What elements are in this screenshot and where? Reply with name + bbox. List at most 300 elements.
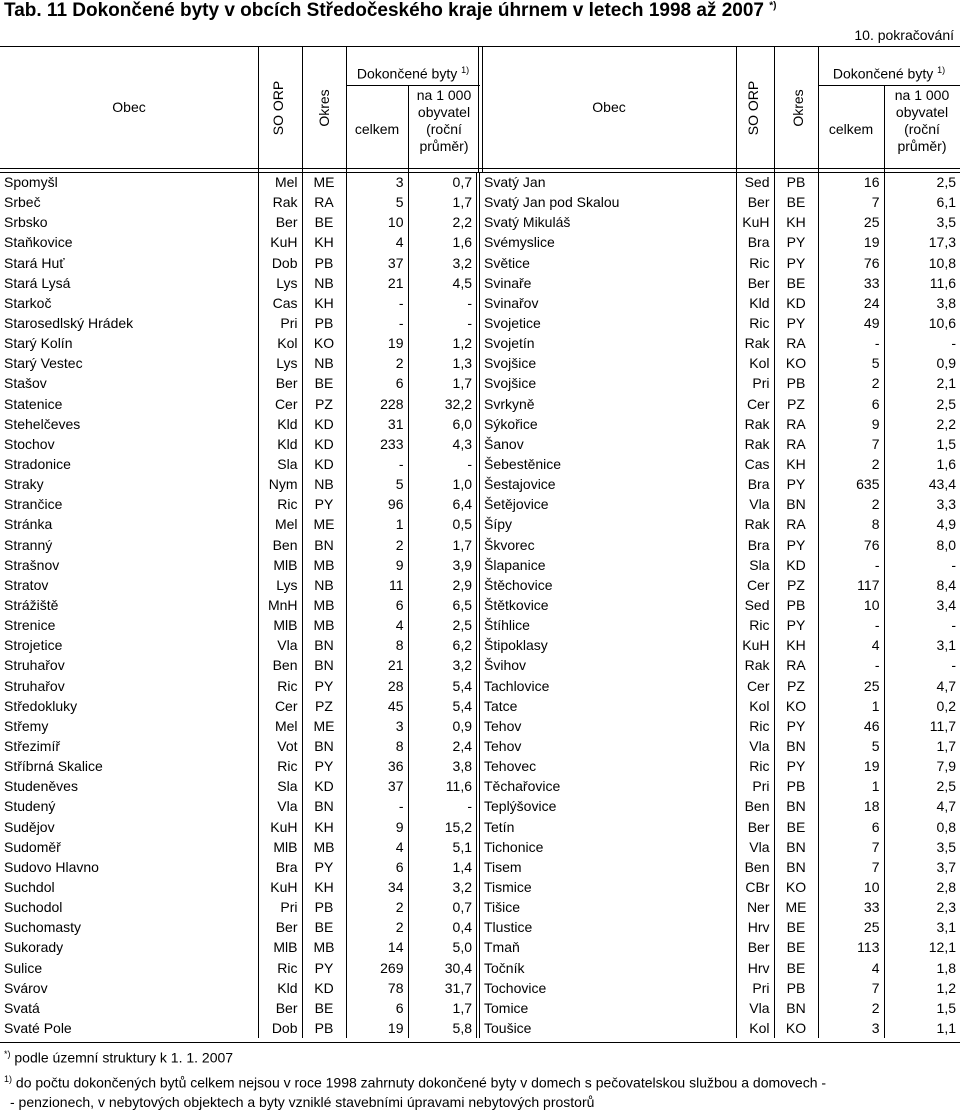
table-row [0,1018,960,1038]
cell-r-celkem: 113 [818,937,884,957]
cell-so-orp: Dob [258,253,302,273]
cell-so-orp: Dob [258,1018,302,1038]
cell-r-na-1000: 2,3 [884,897,960,917]
cell-r-okres: PY [774,313,818,333]
cell-r-okres: PB [774,172,818,192]
cell-r-celkem: 6 [818,394,884,414]
cell-r-so-orp: Ber [736,273,774,293]
cell-na-1000: 1,2 [408,333,478,353]
header-okres: Okres [316,89,332,127]
cell-so-orp: Kld [258,434,302,454]
cell-r-na-1000: 1,2 [884,978,960,998]
table-row [0,937,960,957]
cell-r-celkem: 33 [818,897,884,917]
cell-r-celkem: 2 [818,998,884,1018]
cell-celkem: 2 [346,353,408,373]
cell-r-okres: PZ [774,575,818,595]
cell-okres: ME [302,172,346,192]
cell-obec: Střezimíř [4,738,60,754]
cell-na-1000: 3,2 [408,877,478,897]
cell-r-celkem: 4 [818,635,884,655]
table-row [0,897,960,917]
footnote-2-continued: - penzionech, v nebytových objektech a byty vzniklé stavebními úpravami nebytových prostorů [10,1094,595,1110]
cell-r-na-1000: 10,6 [884,313,960,333]
cell-r-na-1000: 2,5 [884,172,960,192]
cell-r-obec: Štěchovice [478,575,736,595]
table-row [0,736,960,756]
cell-okres: MB [302,837,346,857]
cell-r-obec: Tochovice [478,978,736,998]
cell-r-obec: Tlustice [478,917,736,937]
cell-so-orp: Vot [258,736,302,756]
cell-celkem: 4 [346,837,408,857]
cell-na-1000: 1,7 [408,535,478,555]
cell-na-1000: - [408,454,478,474]
cell-r-celkem: 2 [818,373,884,393]
cell-r-obec: Sýkořice [478,414,736,434]
cell-celkem: 28 [346,676,408,696]
cell-r-so-orp: Vla [736,736,774,756]
cell-r-okres: KH [774,454,818,474]
cell-r-so-orp: Pri [736,978,774,998]
cell-r-na-1000: 2,5 [884,394,960,414]
cell-okres: KD [302,454,346,474]
cell-obec: Struhařov [4,657,65,674]
table-row [0,253,960,273]
cell-so-orp: Mel [258,716,302,736]
cell-na-1000: 0,4 [408,917,478,937]
cell-okres: RA [302,192,346,212]
cell-r-celkem: 49 [818,313,884,333]
cell-okres: NB [302,575,346,595]
cell-okres: KH [302,293,346,313]
cell-r-okres: BE [774,917,818,937]
cell-na-1000: 3,2 [408,655,478,675]
cell-celkem: 6 [346,998,408,1018]
cell-r-obec: Šanov [478,434,736,454]
header-okres-2: Okres [790,89,806,127]
table-row [0,957,960,977]
table-row [0,595,960,615]
cell-r-celkem: - [818,655,884,675]
cell-r-celkem: 3 [818,1018,884,1038]
cell-so-orp: Ber [258,998,302,1018]
footnote-2: $^{1)}$ do počtu dokončených bytů celkem nejsou v roce 1998 zahrnuty dokončené byty v domech s pečovatelskou službou a domovech - [4,1074,827,1091]
cell-so-orp: Mel [258,514,302,534]
cell-r-obec: Tichonice [478,837,736,857]
cell-so-orp: Ric [258,676,302,696]
cell-so-orp: Ber [258,373,302,393]
cell-obec: Svaté Pole [4,1019,72,1036]
cell-r-so-orp: Hrv [736,917,774,937]
cell-na-1000: 32,2 [408,394,478,414]
cell-obec: Svatá [4,999,40,1016]
cell-okres: PY [302,494,346,514]
table-row [0,635,960,655]
table-row [0,514,960,534]
cell-celkem: 34 [346,877,408,897]
table-row [0,716,960,736]
cell-okres: KD [302,776,346,796]
cell-r-celkem: 635 [818,474,884,494]
cell-r-obec: Točník [478,957,736,977]
cell-celkem: 2 [346,535,408,555]
cell-r-celkem: 2 [818,454,884,474]
cell-celkem: 19 [346,1018,408,1038]
cell-so-orp: Lys [258,353,302,373]
cell-r-obec: Tatce [478,696,736,716]
cell-na-1000: 1,7 [408,998,478,1018]
cell-okres: BE [302,373,346,393]
cell-so-orp: Vla [258,635,302,655]
cell-celkem: 37 [346,253,408,273]
table-row [0,474,960,494]
cell-r-okres: KO [774,877,818,897]
header-divider [346,85,480,86]
cell-r-okres: PZ [774,676,818,696]
cell-celkem: - [346,293,408,313]
cell-so-orp: Mel [258,172,302,192]
cell-r-okres: PY [774,232,818,252]
table-row [0,212,960,232]
cell-r-okres: KD [774,293,818,313]
header-celkem: celkem [354,121,400,137]
table-row [0,434,960,454]
cell-r-celkem: - [818,555,884,575]
cell-r-celkem: 8 [818,514,884,534]
cell-r-okres: BE [774,817,818,837]
cell-r-obec: Svatý Jan pod Skalou [478,192,736,212]
cell-na-1000: 6,4 [408,494,478,514]
cell-r-obec: Tetín [478,817,736,837]
cell-so-orp: MlB [258,937,302,957]
cell-r-so-orp: Ben [736,857,774,877]
table-row [0,756,960,776]
cell-na-1000: 3,9 [408,555,478,575]
table-row [0,414,960,434]
cell-obec: Straky [4,476,44,493]
cell-so-orp: Sla [258,776,302,796]
cell-okres: PY [302,857,346,877]
cell-r-na-1000: 3,7 [884,857,960,877]
cell-r-na-1000: 3,1 [884,635,960,655]
cell-okres: NB [302,273,346,293]
cell-okres: PB [302,253,346,273]
cell-r-so-orp: Rak [736,414,774,434]
cell-r-obec: Štipoklasy [478,635,736,655]
table-row [0,837,960,857]
cell-celkem: 37 [346,776,408,796]
cell-r-obec: Teplýšovice [478,796,736,816]
cell-na-1000: 6,0 [408,414,478,434]
cell-r-so-orp: Ric [736,716,774,736]
cell-okres: BE [302,998,346,1018]
table-row [0,313,960,333]
cell-r-so-orp: Rak [736,434,774,454]
cell-r-na-1000: 1,1 [884,1018,960,1038]
cell-celkem: - [346,313,408,333]
table-row [0,877,960,897]
table-row [0,696,960,716]
cell-r-obec: Štětkovice [478,595,736,615]
table-row [0,273,960,293]
cell-celkem: 2 [346,917,408,937]
cell-celkem: 9 [346,555,408,575]
cell-r-na-1000: 4,9 [884,514,960,534]
cell-r-so-orp: Ber [736,937,774,957]
table-row [0,232,960,252]
cell-r-celkem: 33 [818,273,884,293]
cell-so-orp: KuH [258,817,302,837]
cell-okres: BN [302,796,346,816]
cell-celkem: 78 [346,978,408,998]
table-bottom-rule [0,1042,960,1043]
table-row [0,555,960,575]
cell-celkem: 21 [346,273,408,293]
cell-celkem: 6 [346,595,408,615]
cell-r-okres: BE [774,957,818,977]
cell-r-obec: Svémyslice [478,232,736,252]
cell-r-obec: Tomice [478,998,736,1018]
cell-r-obec: Tismice [478,877,736,897]
cell-r-okres: KO [774,353,818,373]
cell-obec: Studený [4,798,56,815]
cell-okres: BN [302,535,346,555]
cell-r-okres: KO [774,696,818,716]
cell-r-okres: KD [774,555,818,575]
cell-r-na-1000: 11,6 [884,273,960,293]
cell-r-celkem: 1 [818,696,884,716]
cell-r-so-orp: Rak [736,655,774,675]
cell-r-na-1000: 2,5 [884,776,960,796]
cell-celkem: 31 [346,414,408,434]
cell-r-na-1000: 7,9 [884,756,960,776]
cell-okres: BN [302,635,346,655]
header-so-orp: SO ORP [270,80,286,136]
cell-r-na-1000: 8,0 [884,535,960,555]
cell-so-orp: MnH [258,595,302,615]
cell-obec: Stochov [4,435,55,452]
cell-r-obec: Toušice [478,1018,736,1038]
header-celkem-2: celkem [828,121,874,137]
table-row [0,535,960,555]
cell-so-orp: Pri [258,897,302,917]
cell-obec: Strašnov [4,556,60,573]
cell-r-obec: Svinaře [478,273,736,293]
cell-na-1000: - [408,313,478,333]
cell-r-okres: PY [774,474,818,494]
cell-okres: ME [302,514,346,534]
cell-celkem: 10 [346,212,408,232]
cell-obec: Svárov [4,979,48,996]
cell-obec: Stránka [4,516,53,533]
cell-r-okres: BN [774,998,818,1018]
cell-r-okres: BN [774,736,818,756]
cell-r-okres: PY [774,716,818,736]
cell-r-okres: KH [774,212,818,232]
header-divider [774,46,775,172]
cell-r-celkem: 7 [818,434,884,454]
cell-r-na-1000: 3,5 [884,837,960,857]
cell-r-na-1000: 11,7 [884,716,960,736]
cell-obec: Stranný [4,536,53,553]
cell-obec: Strážiště [4,597,59,614]
cell-na-1000: 3,8 [408,756,478,776]
cell-na-1000: 1,6 [408,232,478,252]
cell-na-1000: 5,1 [408,837,478,857]
cell-celkem: 4 [346,232,408,252]
footnote-1: *) podle územní struktury k 1. 1. 2007 [4,1049,234,1066]
cell-okres: MB [302,615,346,635]
cell-so-orp: Pri [258,313,302,333]
cell-r-obec: Tehov [478,716,736,736]
cell-r-okres: ME [774,897,818,917]
cell-r-so-orp: Bra [736,535,774,555]
cell-okres: KD [302,414,346,434]
header-divider [736,46,737,172]
cell-r-na-1000: 0,9 [884,353,960,373]
page-title: Tab. 11 Dokončené byty v obcích Středočeského kraje úhrnem v letech 1998 až 2007 *) [4,0,777,21]
cell-r-na-1000: - [884,333,960,353]
cell-r-celkem: 9 [818,414,884,434]
header-na-1000-2: na 1 000 obyvatel (roční průměr) [894,87,950,154]
cell-celkem: - [346,454,408,474]
cell-na-1000: 4,5 [408,273,478,293]
cell-r-okres: RA [774,333,818,353]
cell-okres: BN [302,655,346,675]
cell-r-celkem: - [818,333,884,353]
cell-okres: NB [302,474,346,494]
table-row [0,454,960,474]
cell-na-1000: - [408,293,478,313]
cell-r-na-1000: 10,8 [884,253,960,273]
cell-okres: PZ [302,696,346,716]
cell-r-na-1000: 3,4 [884,595,960,615]
cell-r-obec: Svojšice [478,353,736,373]
cell-na-1000: 1,3 [408,353,478,373]
cell-r-celkem: 1 [818,776,884,796]
cell-na-1000: 0,7 [408,172,478,192]
cell-obec: Starosedlský Hrádek [4,315,134,332]
cell-obec: Stašov [4,375,47,392]
cell-r-so-orp: Cer [736,394,774,414]
cell-r-na-1000: 3,8 [884,293,960,313]
header-na-1000: na 1 000 obyvatel (roční průměr) [416,87,472,154]
table-row [0,333,960,353]
cell-so-orp: Ric [258,756,302,776]
cell-r-so-orp: KuH [736,635,774,655]
cell-na-1000: 5,4 [408,696,478,716]
header-divider [818,85,960,86]
cell-na-1000: 6,2 [408,635,478,655]
cell-r-okres: BE [774,937,818,957]
cell-r-so-orp: Ric [736,615,774,635]
cell-na-1000: 3,2 [408,253,478,273]
cell-r-okres: RA [774,514,818,534]
cell-celkem: 269 [346,957,408,977]
cell-r-okres: BN [774,796,818,816]
cell-obec: Starý Vestec [4,355,83,372]
cell-obec: Studeněves [4,778,78,795]
table-row [0,978,960,998]
cell-r-so-orp: Ric [736,756,774,776]
cell-na-1000: 30,4 [408,957,478,977]
cell-r-okres: BE [774,273,818,293]
cell-r-na-1000: 1,6 [884,454,960,474]
table-row [0,293,960,313]
table-row [0,776,960,796]
cell-r-celkem: 117 [818,575,884,595]
cell-r-celkem: 76 [818,253,884,273]
table-row [0,817,960,837]
cell-r-okres: PB [774,373,818,393]
cell-na-1000: 1,7 [408,373,478,393]
cell-r-so-orp: Ric [736,313,774,333]
cell-celkem: 45 [346,696,408,716]
cell-r-obec: Šetějovice [478,494,736,514]
cell-r-so-orp: Pri [736,776,774,796]
header-divider [258,46,259,172]
cell-so-orp: Ber [258,917,302,937]
cell-okres: PY [302,756,346,776]
cell-r-celkem: - [818,615,884,635]
cell-celkem: 11 [346,575,408,595]
cell-obec: Strančice [4,496,63,513]
cell-r-na-1000: - [884,615,960,635]
cell-r-na-1000: 4,7 [884,676,960,696]
cell-r-so-orp: Sed [736,172,774,192]
cell-na-1000: 4,3 [408,434,478,454]
cell-r-obec: Šípy [478,514,736,534]
cell-r-so-orp: Kld [736,293,774,313]
cell-okres: KH [302,232,346,252]
cell-okres: ME [302,716,346,736]
cell-na-1000: 2,2 [408,212,478,232]
cell-r-na-1000: 1,5 [884,998,960,1018]
cell-r-obec: Těchařovice [478,776,736,796]
cell-r-celkem: 2 [818,494,884,514]
cell-r-okres: BN [774,494,818,514]
cell-celkem: 19 [346,333,408,353]
cell-r-so-orp: Vla [736,837,774,857]
cell-r-celkem: 25 [818,917,884,937]
cell-na-1000: - [408,796,478,816]
header-dokoncene-byty: Dokončené byty $^{1)}$ [356,65,470,82]
cell-r-obec: Svojetice [478,313,736,333]
cell-r-obec: Svatý Jan [478,172,736,192]
cell-r-celkem: 5 [818,736,884,756]
cell-r-celkem: 4 [818,957,884,977]
cell-celkem: 5 [346,192,408,212]
cell-r-celkem: 7 [818,857,884,877]
cell-celkem: 1 [346,514,408,534]
cell-r-okres: PB [774,776,818,796]
cell-so-orp: Cas [258,293,302,313]
cell-okres: PB [302,1018,346,1038]
cell-r-na-1000: 1,5 [884,434,960,454]
cell-r-okres: PY [774,615,818,635]
cell-r-na-1000: 12,1 [884,937,960,957]
cell-so-orp: MlB [258,615,302,635]
cell-obec: Srbsko [4,214,48,231]
cell-so-orp: Sla [258,454,302,474]
cell-r-celkem: 6 [818,817,884,837]
cell-so-orp: Kol [258,333,302,353]
cell-r-so-orp: Bra [736,232,774,252]
cell-obec: Středokluky [4,697,78,714]
cell-r-obec: Tišice [478,897,736,917]
table-row [0,796,960,816]
